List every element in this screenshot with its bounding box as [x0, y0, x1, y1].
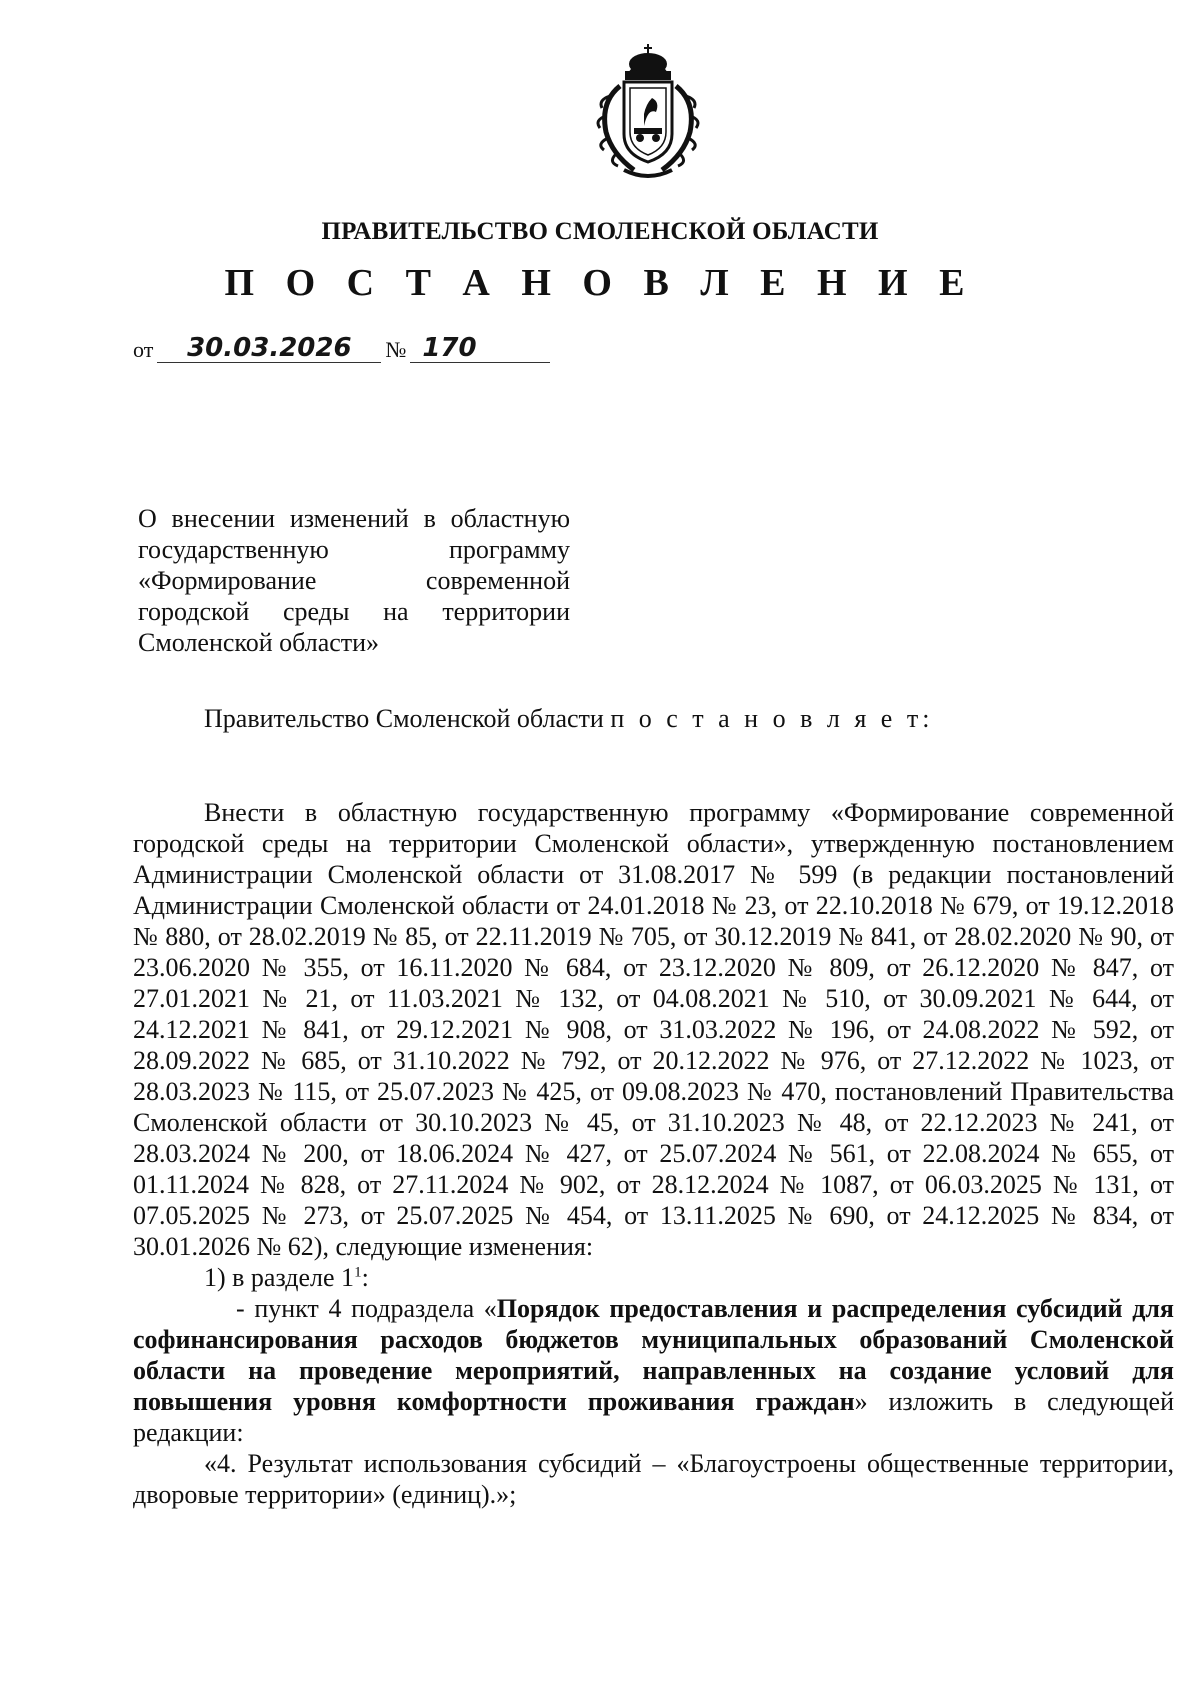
- item-1-suffix: :: [361, 1263, 369, 1292]
- coat-of-arms-emblem: [590, 42, 706, 184]
- decree-text: Правительство Смоленской области: [204, 704, 604, 733]
- item-1-superscript: 1: [354, 1264, 362, 1281]
- subitem-paragraph: [133, 1293, 1174, 1448]
- document-body: [133, 797, 1174, 1510]
- decree-statement: [204, 704, 933, 734]
- subitem-bold-title: Порядок предоставления и распределения субсидий для софинансирования расходов бюджетов муниципальных образований Смоленской области на проведение мероприятий, направленных на создание условий для повышения уровня комфортности проживания граждан: [133, 1294, 1174, 1416]
- subject-line: «Формирование современной: [138, 566, 570, 595]
- subitem-suffix: » изложить в следующей редакции:: [133, 1387, 1174, 1447]
- from-label: от: [133, 337, 154, 362]
- item-1-prefix: 1) в разделе 1: [204, 1263, 355, 1292]
- decree-spaced-word: п о с т а н о в л я е т:: [610, 704, 934, 733]
- handwritten-number: 170: [410, 335, 550, 363]
- main-paragraph: Внести в областную государственную программу «Формирование современной городской среды на территории Смоленской области», утвержденную постановлением Администрации Смоленской области от 31.08.2017 № 599 (в редакции постановлений Администрации Смоленской области от 24.01.2018 № 23, от 22.10.2018 № 679, от 19.12.2018 № 880, от 28.02.2019 № 85, от 22.11.2019 № 705, от 30.12.2019 № 841, от 28.02.2020 № 90, от 23.06.2020 № 355, от 16.11.2020 № 684, от 23.12.2020 № 809, от 26.12.2020 № 847, от 27.01.2021 № 21, от 11.03.2021 № 132, от 04.08.2021 № 510, от 30.09.2021 № 644, от 24.12.2021 № 841, от 29.12.2021 № 908, от 31.03.2022 № 196, от 24.08.2022 № 592, от 28.09.2022 № 685, от 31.10.2022 № 792, от 20.12.2022 № 976, от 27.12.2022 № 1023, от 28.03.2023 № 115, от 25.07.2023 № 425, от 09.08.2023 № 470, постановлений Правительства Смоленской области от 30.10.2023 № 45, от 31.10.2023 № 48, от 22.12.2023 № 241, от 28.03.2024 № 200, от 18.06.2024 № 427, от 25.07.2024 № 561, от 22.08.2024 № 655, от 01.11.2024 № 828, от 27.11.2024 № 902, от 28.12.2024 № 1087, от 06.03.2025 № 131, от 07.05.2025 № 273, от 25.07.2025 № 454, от 13.11.2025 № 690, от 24.12.2025 № 834, от 30.01.2026 № 62), следующие изменения:: [133, 798, 1174, 1261]
- quoted-paragraph: «4. Результат использования субсидий – «Благоустроены общественные территории, дворовые территории» (единиц).»;: [133, 1449, 1174, 1509]
- subitem-prefix: - пункт 4 подраздела «: [236, 1294, 497, 1323]
- subject-line: Смоленской области»: [138, 628, 380, 657]
- organization-title: ПРАВИТЕЛЬСТВО СМОЛЕНСКОЙ ОБЛАСТИ: [321, 218, 879, 245]
- item-1: [133, 1262, 1174, 1293]
- handwritten-date: 30.03.2026: [157, 335, 381, 363]
- document-subject: [138, 503, 570, 658]
- number-label: №: [385, 337, 407, 362]
- date-number-line: [133, 335, 554, 363]
- subject-line: городской среды на территории: [138, 597, 570, 626]
- subject-line: государственную программу: [138, 535, 570, 564]
- document-type-title: П О С Т А Н О В Л Е Н И Е: [224, 262, 976, 304]
- subject-line: О внесении изменений в областную: [138, 504, 570, 533]
